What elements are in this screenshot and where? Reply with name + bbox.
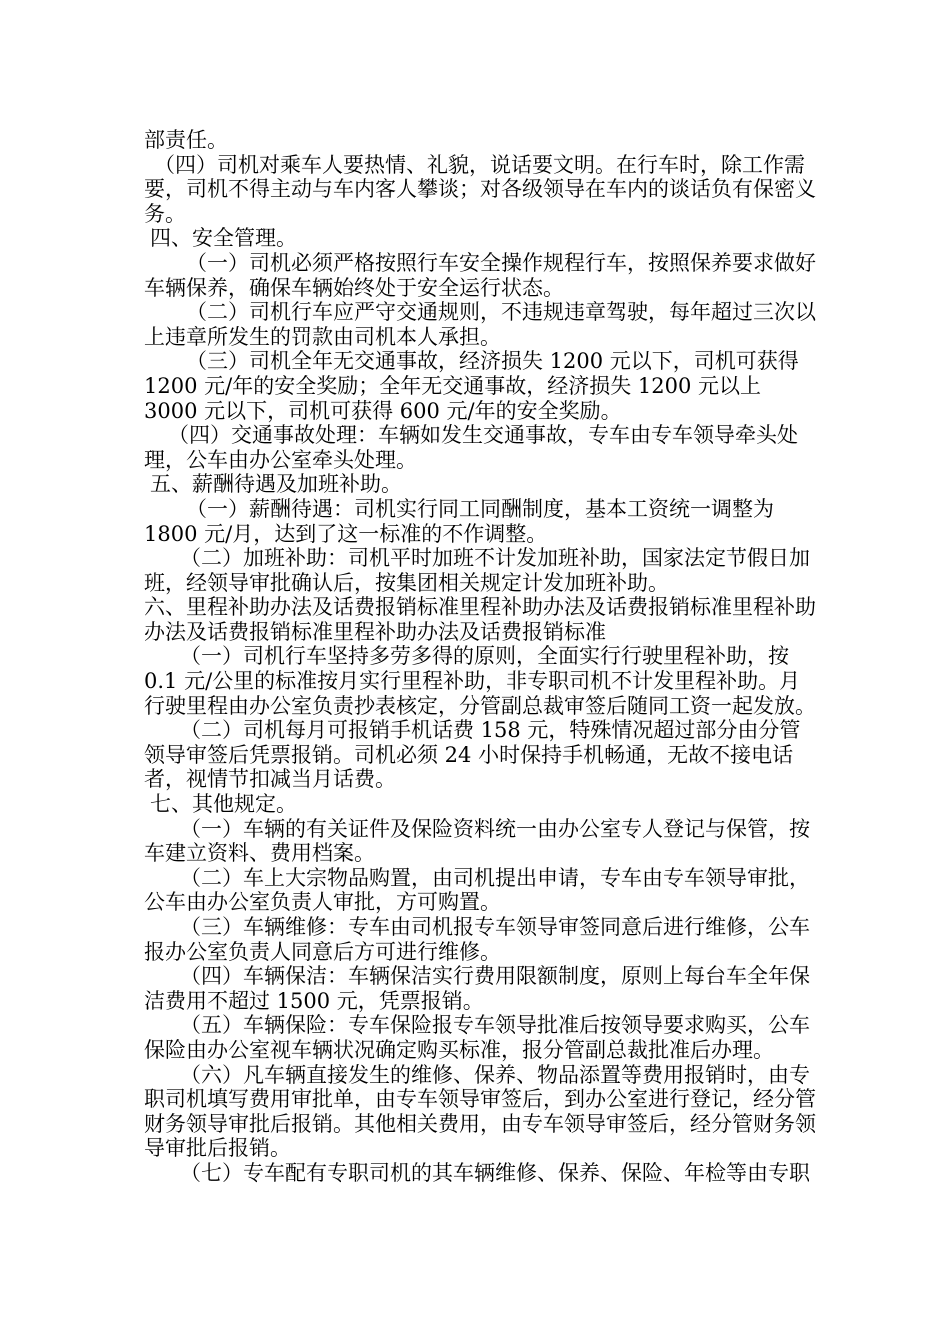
paragraph: （一）司机行车坚持多劳多得的原则，全面实行行驶里程补助，按 0.1 元/公里的标准按月实行里程补助，非专职司机不计发里程补助。月行驶里程由办公室负责抄表核定，分管副总裁审签后随同工资一起发放。 xyxy=(144,644,816,718)
paragraph: （二）司机每月可报销手机话费 158 元，特殊情况超过部分由分管领导审签后凭票报销。司机必须 24 小时保持手机畅通，无故不接电话者，视情节扣减当月话费。 xyxy=(144,718,801,792)
paragraph: （三）车辆维修：专车由司机报专车领导审签同意后进行维修，公车报办公室负责人同意后方可进行维修。 xyxy=(144,915,810,964)
paragraph: （四）车辆保洁：车辆保洁实行费用限额制度，原则上每台车全年保洁费用不超过 1500 元，凭票报销。 xyxy=(144,964,810,1013)
paragraph: （四）司机对乘车人要热情、礼貌，说话要文明。在行车时，除工作需要，司机不得主动与车内客人攀谈；对各级领导在车内的谈话负有保密义务。 xyxy=(144,152,816,226)
paragraph: （四）交通事故处理：车辆如发生交通事故，专车由专车领导牵头处理，公车由办公室牵头处理。 xyxy=(144,423,798,472)
paragraph: （一）车辆的有关证件及保险资料统一由办公室专人登记与保管，按车建立资料、费用档案。 xyxy=(144,816,810,866)
paragraph: 四、安全管理。 xyxy=(150,226,297,251)
paragraph: （一）薪酬待遇：司机实行同工同酬制度，基本工资统一调整为 1800 元/月，达到了这一标准的不作调整。 xyxy=(144,496,781,546)
paragraph: 七、其他规定。 xyxy=(150,792,297,817)
paragraph: （二）加班补助：司机平时加班不计发加班补助，国家法定节假日加班，经领导审批确认后，按集团相关规定计发加班补助。 xyxy=(144,546,810,595)
paragraph: （二）司机行车应严守交通规则，不违规违章驾驶，每年超过三次以上违章所发生的罚款由司机本人承担。 xyxy=(144,300,816,349)
paragraph: （七）专车配有专职司机的其车辆维修、保养、保险、年检等由专职 xyxy=(180,1160,810,1185)
paragraph: （一）司机必须严格按照行车安全操作规程行车，按照保养要求做好车辆保养，确保车辆始终处于安全运行状态。 xyxy=(144,250,816,300)
paragraph: （五）车辆保险：专车保险报专车领导批准后按领导要求购买，公车保险由办公室视车辆状况确定购买标准，报分管副总裁批准后办理。 xyxy=(144,1013,810,1062)
paragraph: 五、薪酬待遇及加班补助。 xyxy=(150,472,402,497)
paragraph: 六、里程补助办法及话费报销标准里程补助办法及话费报销标准里程补助办法及话费报销标准里程补助办法及话费报销标准 xyxy=(144,595,816,644)
paragraph: 部责任。 xyxy=(144,128,228,152)
paragraph: （二）车上大宗物品购置，由司机提出申请，专车由专车领导审批，公车由办公室负责人审批，方可购置。 xyxy=(144,865,810,915)
paragraph: （三）司机全年无交通事故，经济损失 1200 元以下，司机可获得 1200 元/年的安全奖励；全年无交通事故，经济损失 1200 元以上 3000 元以下，司机可获得 600 元/年的安全奖励。 xyxy=(144,349,806,423)
document-body xyxy=(144,128,816,1186)
paragraph: （六）凡车辆直接发生的维修、保养、物品添置等费用报销时，由专职司机填写费用审批单，由专车领导审签后，到办公室进行登记，经分管财务领导审批后报销。其他相关费用，由专车领导审签后，经分管财务领导审批后报销。 xyxy=(144,1062,816,1161)
